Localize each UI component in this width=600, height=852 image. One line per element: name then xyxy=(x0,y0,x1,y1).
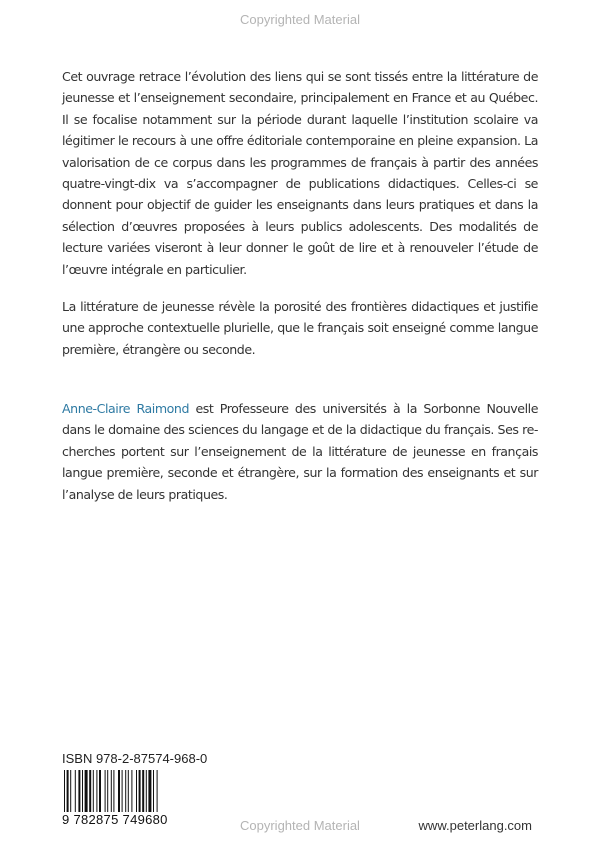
author-name: Anne-Claire Raimond xyxy=(62,401,190,416)
barcode-digits: 9 782875 749680 xyxy=(62,812,168,827)
copyright-watermark-bottom: Copyrighted Material xyxy=(240,818,360,833)
author-bio-paragraph xyxy=(62,398,538,505)
author-bio-text: est Professeure des universités à la Sorbonne Nouvelle dans le domaine des sciences du langage et de la didactique du français. Ses re-cherches portent sur l’enseignement de la littérature de jeunesse en français langue première, seconde et étrangère, sur la formation des enseignants et sur l’analyse de leurs pratiques. xyxy=(62,401,538,502)
publisher-website: www.peterlang.com xyxy=(418,818,532,833)
isbn-label: ISBN 978-2-87574-968-0 xyxy=(62,751,208,766)
copyright-watermark-top: Copyrighted Material xyxy=(240,12,360,27)
summary-paragraph-2: La littérature de jeunesse révèle la porosité des frontières didactiques et justifie une approche contextuelle plurielle, que le français soit enseigné comme langue première, étrangère ou seconde. xyxy=(62,299,538,357)
summary-paragraph: Cet ouvrage retrace l’évolution des liens qui se sont tissés entre la littérature de jeunesse et l’enseignement secondaire, principalement en France et au Québec. Il se focalise notamment sur la période durant laquelle l’institution scolaire va légitimer le recours à une offre éditoriale contemporaine en pleine expansion. La valorisation de ce corpus dans les programmes de français à partir des années quatre-vingt-dix va s’accompagner de publications didactiques. Celles-ci se donnent pour objectif de guider les enseignants dans leurs pratiques et dans la sélection d’œuvres proposées à leurs publics adolescents. Des modalités de lecture variées viseront à leur donner le goût de lire et à renouveler l’étude de l’œuvre intégrale en particulier. xyxy=(62,69,538,277)
barcode-icon xyxy=(62,770,204,816)
